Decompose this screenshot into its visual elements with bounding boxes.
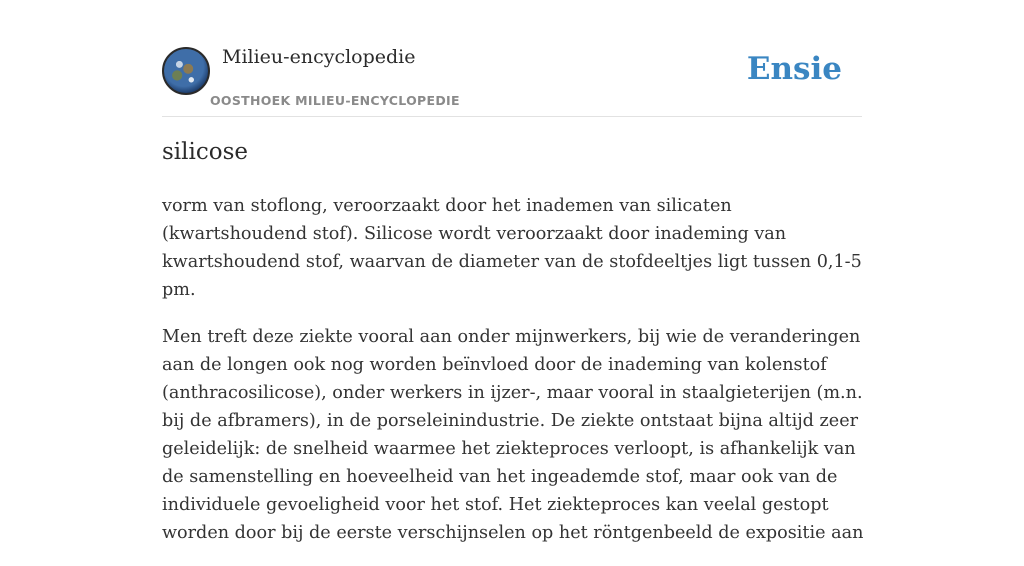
article-term-title: silicose — [162, 139, 249, 165]
earth-globe-icon[interactable] — [162, 47, 210, 95]
site-title[interactable]: Milieu-encyclopedie — [222, 46, 416, 68]
site-subtitle: OOSTHOEK MILIEU-ENCYCLOPEDIE — [210, 93, 460, 108]
article-paragraph: vorm van stoflong, veroorzaakt door het inademen van silicaten (kwartshoudend stof). Silicose wordt veroorzaakt door inademing van kwartshoudend stof, waarvan de diameter van de stofdeeltjes ligt tussen 0,1-5 pm. — [162, 196, 862, 300]
article-body — [162, 192, 866, 566]
site-header — [162, 46, 862, 117]
ensie-brand-link[interactable]: Ensie — [746, 51, 842, 87]
article-paragraph: Men treft deze ziekte vooral aan onder mijnwerkers, bij wie de veranderingen aan de longen ook nog worden beïnvloed door de inademing van kolenstof (anthracosilicose), onder werkers in ijzer-, maar vooral in staalgieterijen (m.n. bij de afbramers), in de porseleinindustrie. De ziekte ontstaat bijna altijd zeer geleidelijk: de snelheid waarmee het ziekteproces verloopt, is afhankelijk van de samenstelling en hoeveelheid van het ingeademde stof, maar ook van de individuele gevoeligheid voor het stof. Het ziekteproces kan veelal gestopt worden door bij de eerste verschijnselen op het röntgenbeeld de expositie aan — [162, 327, 864, 543]
